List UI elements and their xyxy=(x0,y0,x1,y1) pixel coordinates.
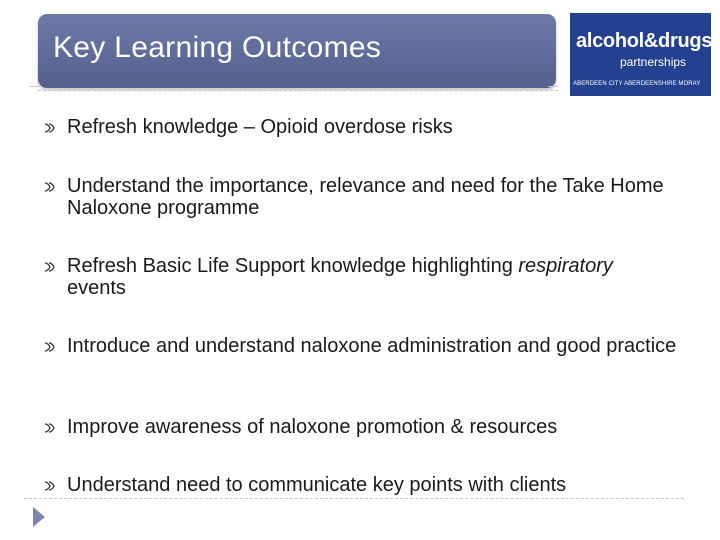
list-item-text: Understand need to communicate key points with clients xyxy=(67,474,567,496)
list-item-text xyxy=(67,255,677,299)
slide-title: Key Learning Outcomes xyxy=(53,31,382,64)
partner-logo xyxy=(570,13,711,96)
logo-main-text: alcohol&drugs xyxy=(576,30,713,52)
ornate-bullet-icon xyxy=(44,480,56,492)
logo-footer-text: ABERDEEN CITY ABERDEENSHIRE MORAY xyxy=(573,81,701,87)
logo-sub-text: partnerships xyxy=(620,55,687,69)
ornate-bullet-icon xyxy=(44,341,56,353)
list-item-emphasis: respiratory xyxy=(518,255,613,277)
ornate-bullet-icon xyxy=(44,181,56,193)
list-item-text: Refresh knowledge – Opioid overdose risks xyxy=(67,116,453,138)
list-item-text: Understand the importance, relevance and need for the Take Home Naloxone programme xyxy=(67,175,664,219)
list-item-text-part: events xyxy=(67,277,126,299)
divider-tick-left xyxy=(30,86,40,87)
ornate-bullet-icon xyxy=(44,261,56,273)
ornate-bullet-icon xyxy=(44,422,56,434)
list-item-text: Improve awareness of naloxone promotion & resources xyxy=(67,416,558,438)
divider-tick-right xyxy=(548,86,558,87)
list-item-text: Introduce and understand naloxone administration and good practice xyxy=(67,335,677,357)
footer-divider xyxy=(24,498,684,499)
ornate-bullet-icon xyxy=(44,122,56,134)
list-item-text-part: Refresh Basic Life Support knowledge highlighting xyxy=(67,255,519,277)
next-slide-arrow-icon[interactable] xyxy=(33,507,45,527)
title-divider xyxy=(38,90,558,91)
